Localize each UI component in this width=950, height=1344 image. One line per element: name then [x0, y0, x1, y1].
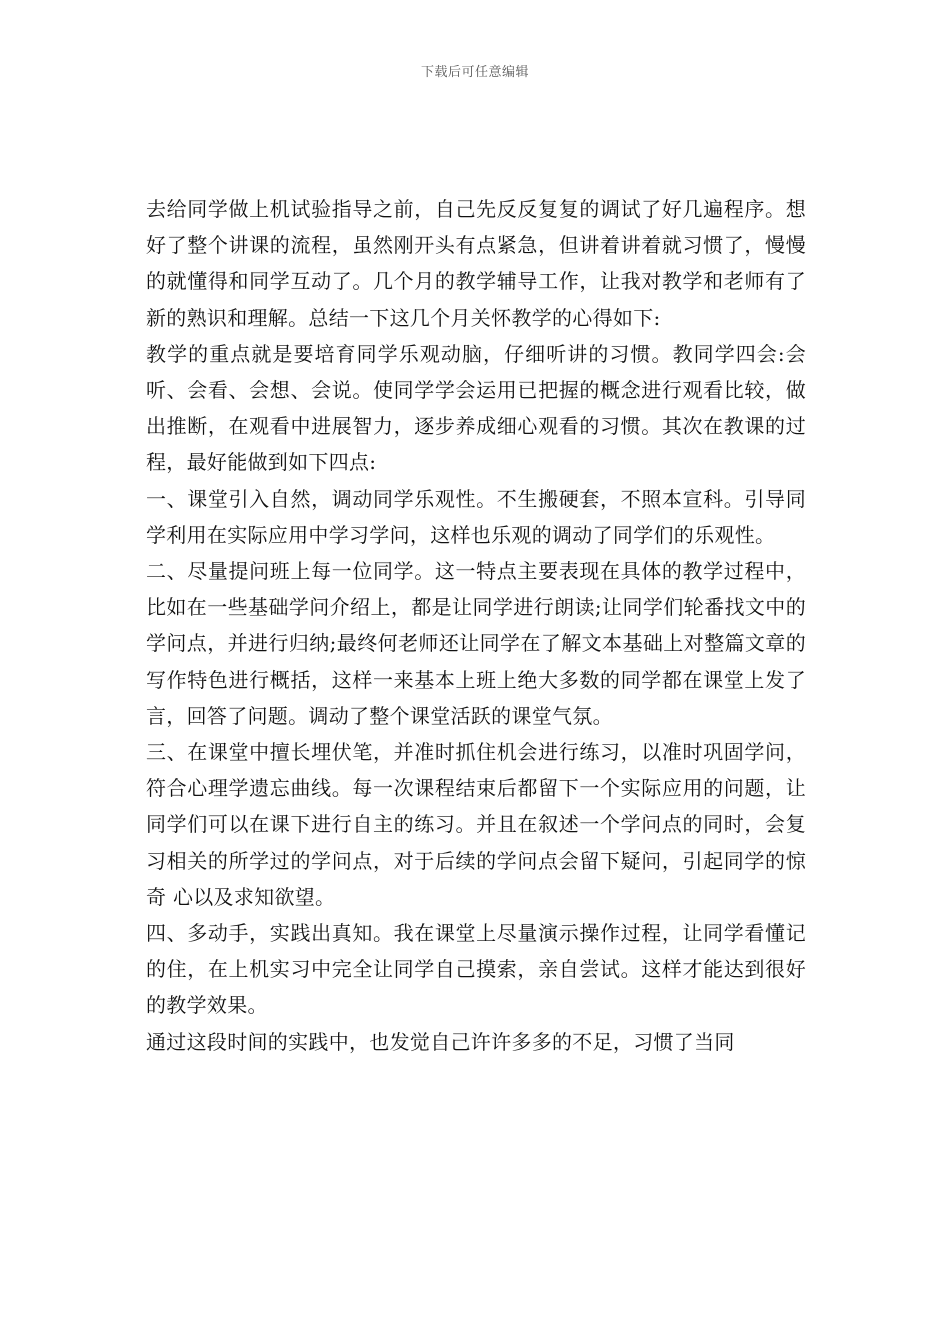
paragraph-intro: 去给同学做上机试验指导之前，自己先反反复复的调试了好几遍程序。想好了整个讲课的流程，虽然刚开头有点紧急，但讲着讲着就习惯了，慢慢的就懂得和同学互动了。几个月的教学辅导工作，让我对教学和老师有了新的熟识和理解。总结一下这几个月关怀教学的心得如下:	[146, 197, 806, 330]
paragraph-point-four: 四、多动手，实践出真知。我在课堂上尽量演示操作过程，让同学看懂记的住，在上机实习中完全让同学自己摸索，亲自尝试。这样才能达到很好的教学效果。	[146, 921, 806, 1018]
document-body	[146, 191, 806, 1060]
paragraph-point-three: 三、在课堂中擅长埋伏笔，并准时抓住机会进行练习，以准时巩固学问，符合心理学遗忘曲线。每一次课程结束后都留下一个实际应用的问题，让同学们可以在课下进行自主的练习。并且在叙述一个学问点的同时，会复习相关的所学过的学问点，对于后续的学问点会留下疑问，引起同学的惊奇 心以及求知欲望。	[146, 740, 806, 909]
paragraph-teaching-focus: 教学的重点就是要培育同学乐观动脑，仔细听讲的习惯。教同学四会:会听、会看、会想、会说。使同学学会运用已把握的概念进行观看比较，做出推断，在观看中进展智力，逐步养成细心观看的习惯。其次在教课的过程，最好能做到如下四点:	[146, 341, 806, 475]
paragraph-point-two: 二、尽量提问班上每一位同学。这一特点主要表现在具体的教学过程中，比如在一些基础学问介绍上，都是让同学进行朗读;让同学们轮番找文中的学问点，并进行归纳;最终何老师还让同学在了解文本基础上对整篇文章的写作特色进行概括，这样一来基本上班上绝大多数的同学都在课堂上发了言，回答了问题。调动了整个课堂活跃的课堂气氛。	[146, 559, 806, 728]
paragraph-reflection: 通过这段时间的实践中，也发觉自己许许多多的不足，习惯了当同	[146, 1029, 735, 1054]
paragraph-point-one: 一、课堂引入自然，调动同学乐观性。不生搬硬套，不照本宣科。引导同学利用在实际应用中学习学问，这样也乐观的调动了同学们的乐观性。	[146, 486, 806, 547]
page-header: 下载后可任意编辑	[420, 65, 529, 80]
